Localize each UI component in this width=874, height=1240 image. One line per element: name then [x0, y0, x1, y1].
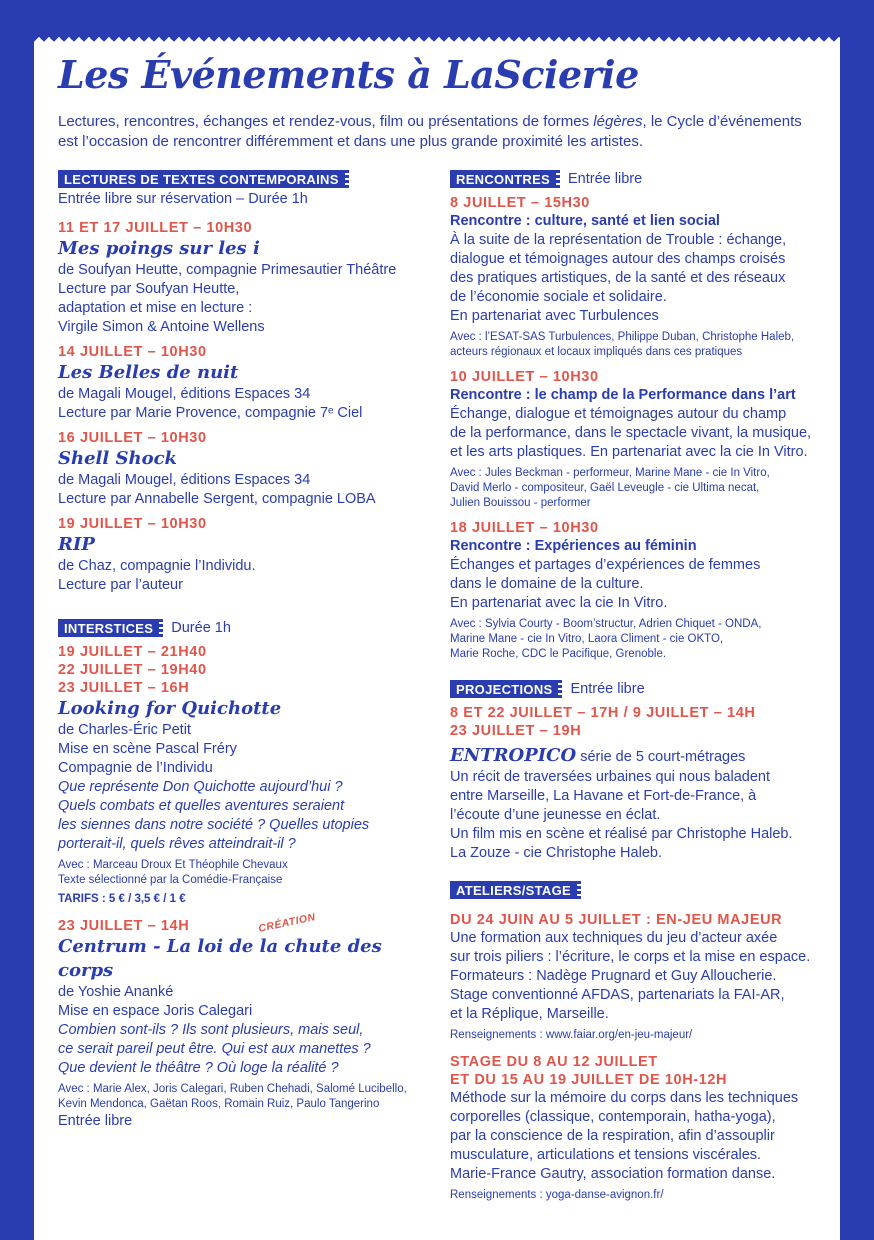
text-line: et les arts plastiques. En partenariat avec la cie In Vitro. — [450, 444, 808, 460]
left-column — [58, 170, 438, 1131]
credits-line: Kevin Mendonca, Gaëtan Roos, Romain Ruiz, Paulo Tangerino — [58, 1098, 380, 1110]
work-title: Mes poings sur les i — [58, 238, 260, 259]
event-date: 23 JUILLET – 19H — [450, 723, 582, 739]
text-line: par la conscience de la respiration, afin d’assouplir — [450, 1128, 775, 1144]
text-line: de Yoshie Ananké — [58, 984, 174, 1000]
text-line: Lecture par l’auteur — [58, 577, 183, 593]
text-line: Compagnie de l’Individu — [58, 760, 213, 776]
projections-header — [450, 680, 822, 698]
work-title: RIP — [58, 534, 95, 555]
text-line: Stage conventionné AFDAS, partenariats la FAI-AR, — [450, 987, 785, 1003]
credits-line: David Merlo - compositeur, Gaël Leveugle - cie Ultima necat, — [450, 482, 760, 494]
italic-line: Que représente Don Quichotte aujourd’hui ? — [58, 779, 343, 795]
credits-line: Avec : Sylvia Courty - Boom’structur, Adrien Chiquet - ONDA, — [450, 618, 762, 630]
work-title: Shell Shock — [58, 448, 178, 469]
text-line: dialogue et témoignages autour des champs croisés — [450, 251, 786, 267]
credits-line: acteurs régionaux et locaux impliqués dans ces pratiques — [450, 346, 743, 358]
text-line: Formateurs : Nadège Prugnard et Guy Alloucherie. — [450, 968, 777, 984]
text-line: et la Réplique, Marseille. — [450, 1006, 609, 1022]
credits-line: Marie Roche, CDC le Pacifique, Grenoble. — [450, 648, 667, 660]
text-line: En partenariat avec la cie In Vitro. — [450, 595, 668, 611]
section-tag: ATELIERS/STAGE — [450, 881, 577, 899]
text-line: Échange, dialogue et témoignages autour du champ — [450, 406, 787, 422]
lectures-events — [58, 219, 438, 595]
credits-line: Avec : Marceau Droux Et Théophile Chevaux — [58, 859, 288, 871]
credits-line: Avec : Marie Alex, Joris Calegari, Ruben Chehadi, Salomé Lucibello, — [58, 1083, 407, 1095]
section-tag: PROJECTIONS — [450, 680, 558, 698]
event-date: 16 JUILLET – 10H30 — [58, 430, 207, 446]
work-title: Centrum - La loi de la chute des corps — [58, 936, 382, 981]
event-block — [450, 368, 822, 511]
italic-line: Quels combats et quelles aventures seraient — [58, 798, 345, 814]
event-date: 8 JUILLET – 15H30 — [450, 195, 590, 211]
credits-line: Avec : Jules Beckman - performeur, Marine Mane - cie In Vitro, — [450, 467, 770, 479]
section-tag: LECTURES DE TEXTES CONTEMPORAINS — [58, 170, 345, 188]
event-block — [58, 515, 438, 595]
info-link[interactable]: Renseignements : www.faiar.org/en-jeu-majeur/ — [450, 1029, 693, 1041]
tarifs: TARIFS : 5 € / 3,5 € / 1 € — [58, 893, 186, 905]
event-date: 11 ET 17 JUILLET – 10H30 — [58, 220, 253, 236]
intro-text: Lectures, rencontres, échanges et rendez-vous, film ou présentations de formes légères, le Cycle d’événements est l’occasion de rencontrer différemment et dans une plus grande proximité les artistes. — [58, 113, 802, 150]
event-date: 10 JUILLET – 10H30 — [450, 369, 599, 385]
text-line: Virgile Simon & Antoine Wellens — [58, 319, 265, 335]
event-date: 19 JUILLET – 10H30 — [58, 516, 207, 532]
event-date: 23 JUILLET – 16H — [58, 680, 190, 696]
text-line: corporelles (classique, contemporain, hatha-yoga), — [450, 1109, 776, 1125]
interstices-header — [58, 619, 438, 637]
work-suffix: série de 5 court-métrages — [576, 749, 746, 765]
creation-stamp: CRÉATION — [257, 911, 317, 935]
italic-line: Combien sont-ils ? Ils sont plusieurs, mais seul, — [58, 1022, 364, 1038]
info-link[interactable]: Renseignements : yoga-danse-avignon.fr/ — [450, 1189, 664, 1201]
text-line: Lecture par Marie Provence, compagnie 7ᵉ Ciel — [58, 405, 363, 421]
text-line: Lecture par Soufyan Heutte, — [58, 281, 240, 297]
text-line: adaptation et mise en lecture : — [58, 300, 253, 316]
text-line: Une formation aux techniques du jeu d’acteur axée — [450, 930, 778, 946]
event-date: DU 24 JUIN AU 5 JUILLET : EN-JEU MAJEUR — [450, 912, 783, 928]
section-tag: RENCONTRES — [450, 170, 556, 188]
credits-line: Marine Mane - cie In Vitro, Laora Climent - cie OKTO, — [450, 633, 724, 645]
rencontres-events — [450, 194, 822, 662]
ateliers-header — [450, 881, 822, 899]
text-line: Mise en espace Joris Calegari — [58, 1003, 253, 1019]
event-date: 18 JUILLET – 10H30 — [450, 520, 599, 536]
text-line: l’écoute d’une jeunesse en éclat. — [450, 807, 661, 823]
credits-line: Avec : l’ESAT-SAS Turbulences, Philippe Duban, Christophe Haleb, — [450, 331, 795, 343]
italic-line: Que devient le théâtre ? Où loge la réalité ? — [58, 1060, 339, 1076]
page-title: Les Événements à LaScierie — [58, 52, 639, 97]
event-date: 14 JUILLET – 10H30 — [58, 344, 207, 360]
text-line: de l’économie sociale et solidaire. — [450, 289, 667, 305]
work-title: Les Belles de nuit — [58, 362, 239, 383]
centrum-block — [58, 911, 438, 935]
lectures-header — [58, 170, 438, 188]
text-line: sur trois piliers : l’écriture, le corps et la mise en espace. — [450, 949, 811, 965]
text-line: de Soufyan Heutte, compagnie Primesautier Théâtre — [58, 262, 397, 278]
text-line: Échanges et partages d’expériences de femmes — [450, 557, 761, 573]
text-line: de Chaz, compagnie l’Individu. — [58, 558, 256, 574]
rencontres-header — [450, 170, 822, 188]
text-line: Lecture par Annabelle Sergent, compagnie LOBA — [58, 491, 376, 507]
text-line: de la performance, dans le spectacle vivant, la musique, — [450, 425, 812, 441]
text-line: Un récit de traversées urbaines qui nous baladent — [450, 769, 770, 785]
text-line: La Zouze - cie Christophe Haleb. — [450, 845, 662, 861]
credits-line: Julien Bouissou - performer — [450, 497, 591, 509]
interstices-dates — [58, 643, 438, 697]
text-line: Un film mis en scène et réalisé par Christophe Haleb. — [450, 826, 793, 842]
event-date: 8 ET 22 JUILLET – 17H / 9 JUILLET – 14H — [450, 705, 756, 721]
event-date: ET DU 15 AU 19 JUILLET DE 10H-12H — [450, 1072, 728, 1088]
event-heading: Rencontre : le champ de la Performance dans l’art — [450, 387, 796, 403]
event-heading: Rencontre : Expériences au féminin — [450, 538, 697, 554]
text-line: musculature, articulations et tensions viscérales. — [450, 1147, 762, 1163]
text-line: de Magali Mougel, éditions Espaces 34 — [58, 386, 311, 402]
event-heading: Rencontre : culture, santé et lien social — [450, 213, 720, 229]
section-note: Durée 1h — [171, 620, 231, 636]
text-line: de Magali Mougel, éditions Espaces 34 — [58, 472, 311, 488]
text-line: En partenariat avec Turbulences — [450, 308, 659, 324]
entropico-title-line — [450, 744, 822, 768]
credits-line: Texte sélectionné par la Comédie-Française — [58, 874, 283, 886]
event-date: STAGE DU 8 AU 12 JUILLET — [450, 1054, 658, 1070]
entree-libre: Entrée libre — [58, 1113, 133, 1129]
italic-line: ce serait pareil peut être. Qui est aux manettes ? — [58, 1041, 371, 1057]
text-line: Méthode sur la mémoire du corps dans les techniques — [450, 1090, 799, 1106]
italic-line: porterait-il, quels rêves atteindrait-il ? — [58, 836, 296, 852]
italic-line: les siennes dans notre société ? Quelles utopies — [58, 817, 370, 833]
work-title: ENTROPICO — [450, 745, 577, 766]
event-block — [450, 194, 822, 360]
text-line: Mise en scène Pascal Fréry — [58, 741, 237, 757]
event-block — [58, 219, 438, 337]
lectures-note: Entrée libre sur réservation – Durée 1h — [58, 191, 308, 207]
event-block — [450, 519, 822, 662]
text-line: de Charles-Éric Petit — [58, 722, 191, 738]
event-date: 22 JUILLET – 19H40 — [58, 662, 207, 678]
right-column — [450, 170, 822, 1203]
text-line: Marie-France Gautry, association formation danse. — [450, 1166, 776, 1182]
work-title: Looking for Quichotte — [58, 698, 282, 719]
event-block — [58, 343, 438, 423]
text-line: À la suite de la représentation de Trouble : échange, — [450, 232, 787, 248]
section-tag: INTERSTICES — [58, 619, 159, 637]
section-note: Entrée libre — [568, 171, 643, 187]
event-date: 23 JUILLET – 14H — [58, 918, 190, 934]
section-note: Entrée libre — [570, 681, 645, 697]
event-date: 19 JUILLET – 21H40 — [58, 644, 207, 660]
torn-edge — [34, 32, 840, 42]
event-block — [58, 429, 438, 509]
text-line: des pratiques artistiques, de la santé et des réseaux — [450, 270, 786, 286]
text-line: dans le domaine de la culture. — [450, 576, 644, 592]
text-line: entre Marseille, La Havane et Fort-de-France, à — [450, 788, 757, 804]
